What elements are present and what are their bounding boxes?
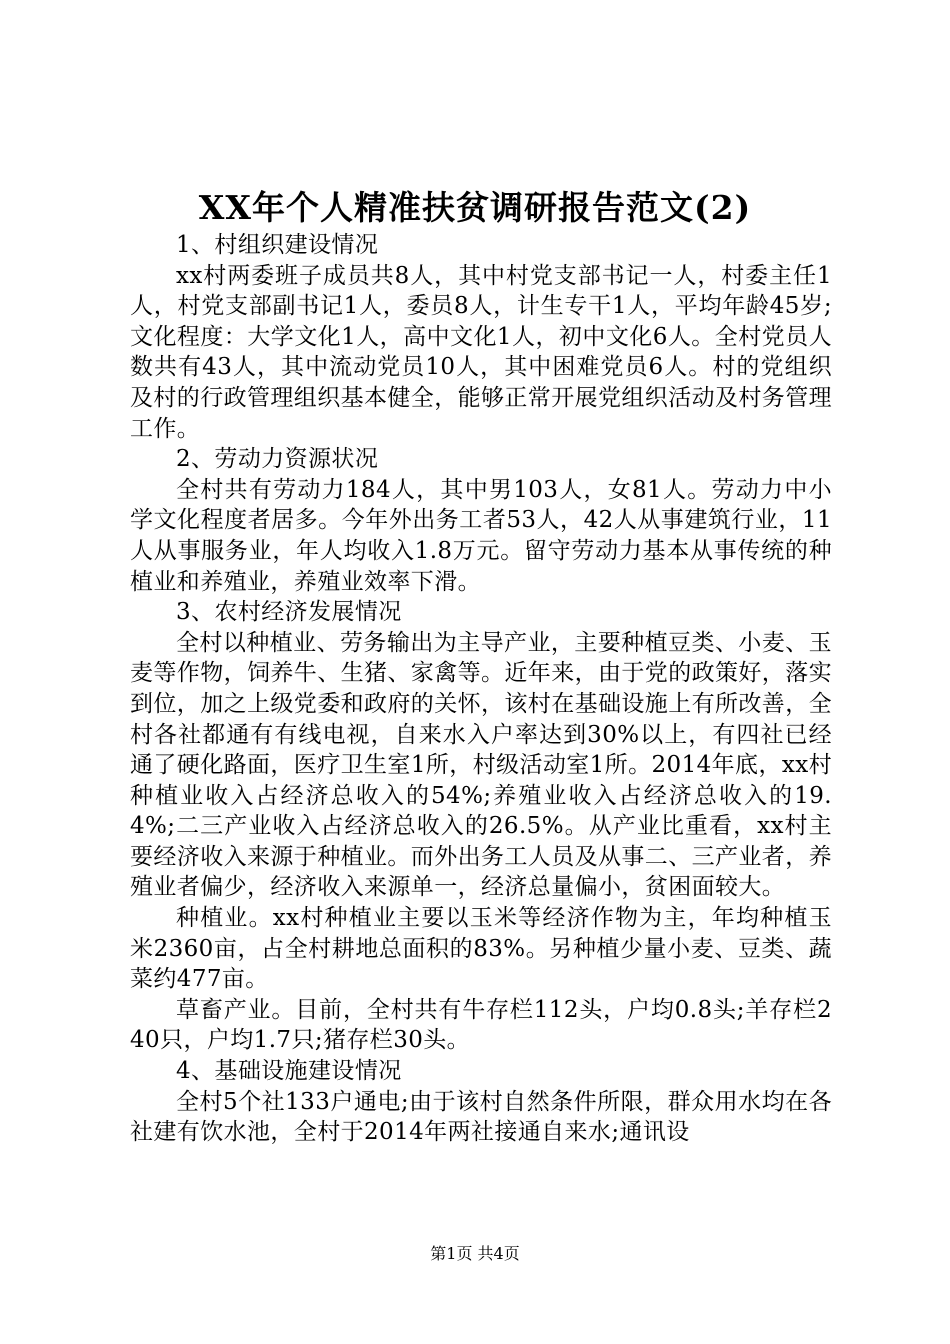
paragraph-livestock: 草畜产业。目前，全村共有牛存栏112头，户均0.8头;羊存栏240只，户均1.7只;猪存栏30头。 [130,996,832,1054]
paragraph-planting: 种植业。xx村种植业主要以玉米等经济作物为主，年均种植玉米2360亩，占全村耕地总面积的83%。另种植少量小麦、豆类、蔬菜约477亩。 [130,905,832,993]
page-footer: 第1页 共4页 [430,1244,520,1263]
section-heading-3: 3、农村经济发展情况 [176,599,402,626]
paragraph-economy: 全村以种植业、劳务输出为主导产业，主要种植豆类、小麦、玉麦等作物，饲养牛、生猪、家禽等。近年来，由于党的政策好，落实到位，加之上级党委和政府的关怀，该村在基础设施上有所改善，全村各社都通有有线电视，自来水入户率达到30%以上，有四社已经通了硬化路面，医疗卫生室1所，村级活动室1所。2014年底，xx村种植业收入占经济总收入的54%;养殖业收入占经济总收入的19.4%;二三产业收入占经济总收入的26.5%。从产业比重看，xx村主要经济收入来源于种植业。而外出务工人员及从事二、三产业者，养殖业者偏少，经济收入来源单一，经济总量偏小，贫困面较大。 [130,629,832,901]
section-heading-4: 4、基础设施建设情况 [176,1058,402,1085]
section-heading-2: 2、劳动力资源状况 [176,446,379,473]
paragraph-infrastructure: 全村5个社133户通电;由于该村自然条件所限，群众用水均在各社建有饮水池，全村于2014年两社接通自来水;通讯设 [130,1088,832,1146]
document-body [130,230,832,1148]
document-title: XX年个人精准扶贫调研报告范文(2) [198,188,752,227]
section-heading-1: 1、村组织建设情况 [176,232,379,258]
paragraph-labor-resources: 全村共有劳动力184人，其中男103人，女81人。劳动力中小学文化程度者居多。今年外出务工者53人，42人从事建筑行业，11人从事服务业，年人均收入1.8万元。留守劳动力基本从事传统的种植业和养殖业，养殖业效率下滑。 [130,476,832,595]
paragraph-village-organization: xx村两委班子成员共8人，其中村党支部书记一人，村委主任1人，村党支部副书记1人，委员8人，计生专干1人，平均年龄45岁;文化程度：大学文化1人，高中文化1人，初中文化6人。全村党员人数共有43人，其中流动党员10人，其中困难党员6人。村的党组织及村的行政管理组织基本健全，能够正常开展党组织活动及村务管理工作。 [130,262,832,442]
